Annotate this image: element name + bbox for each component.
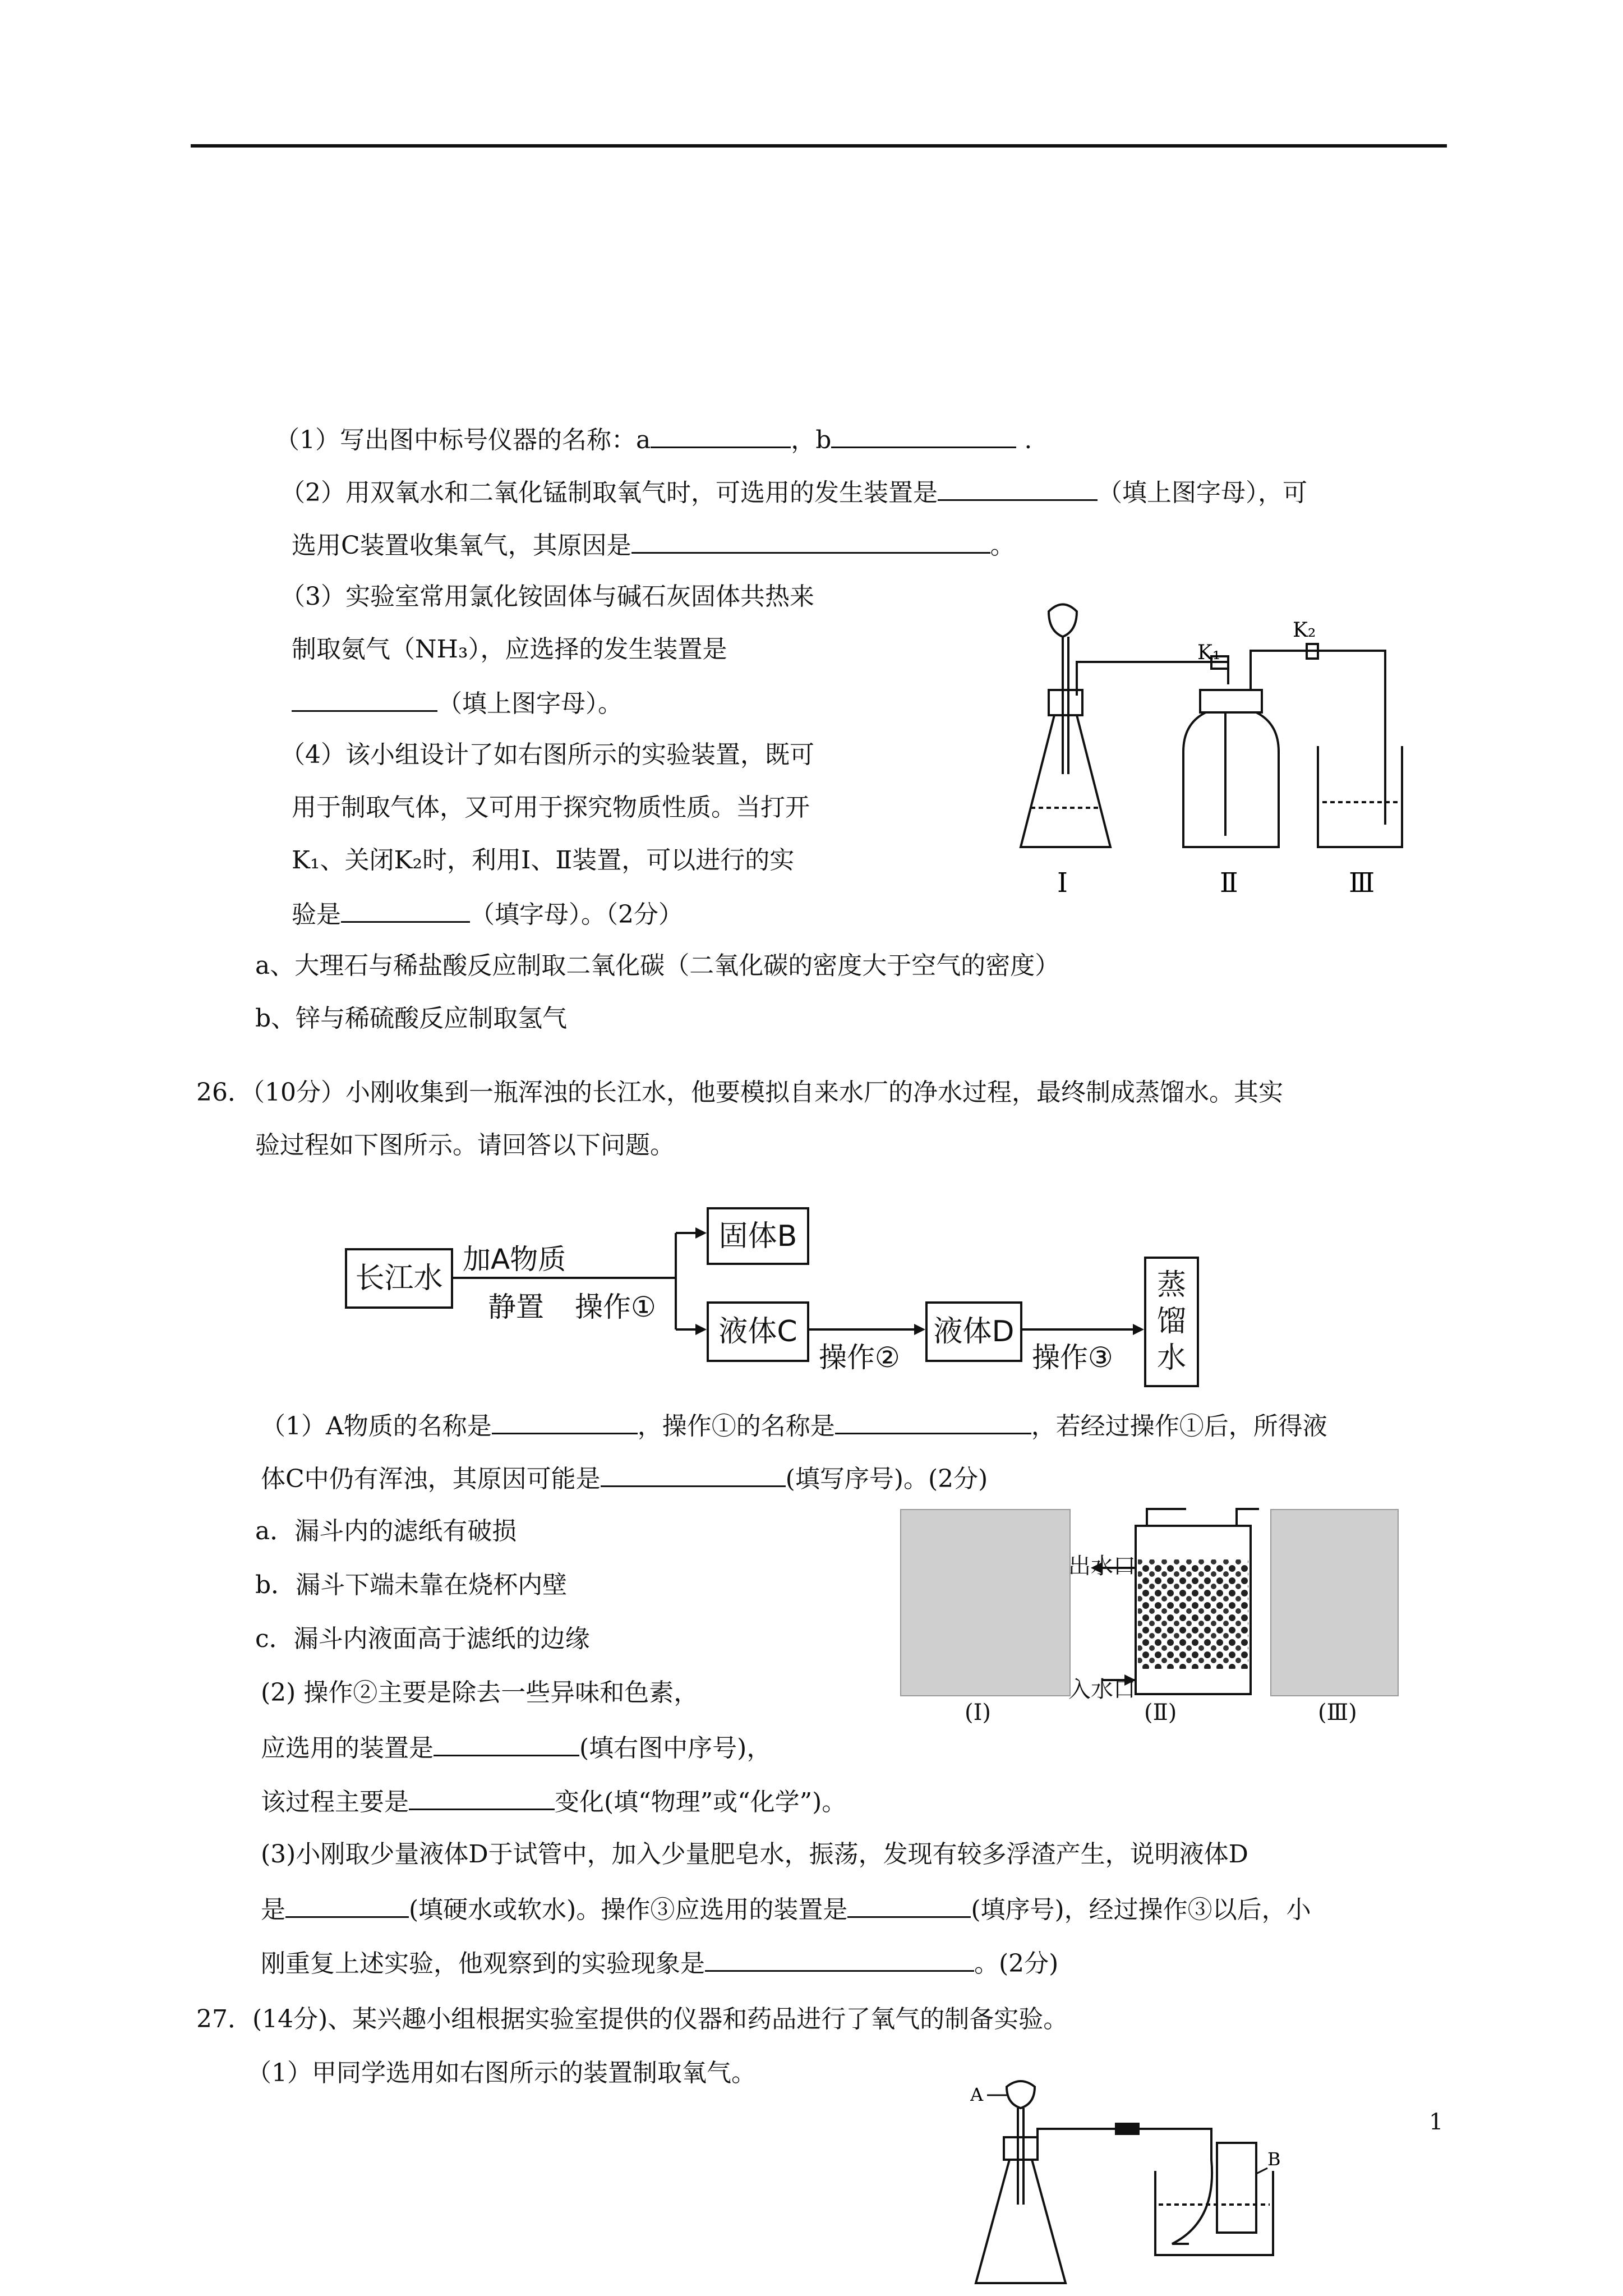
q26-option-b: b．漏斗下端未靠在烧杯内壁 [255, 1571, 568, 1599]
q26-caption-ii: (Ⅱ) [1144, 1700, 1177, 1726]
flow-label-op1: 操作① [575, 1291, 656, 1323]
header-rule [191, 144, 1447, 148]
q25-apparatus-figure [1015, 589, 1408, 903]
q26-part2-line2: 应选用的装置是 (填右图中序号)， [261, 1730, 771, 1765]
q26-part3-line3: 刚重复上述实验，他观察到的实验现象是 。(2分) [261, 1945, 1058, 1981]
q27-apparatus-figure [970, 2076, 1284, 2289]
q27-label-a: A [970, 2084, 984, 2105]
q25-part4-line4: 验是 （填字母）。（2分） [292, 896, 683, 932]
q25-part3-line2: 制取氨气（NH₃），应选择的发生装置是 [292, 635, 727, 664]
q26-part2-line3: 该过程主要是 变化(填“物理”或“化学”)。 [261, 1784, 846, 1819]
q26-part3-line2: 是 (填硬水或软水)。操作③应选用的装置是 (填序号)，经过操作③以后，小 [261, 1892, 1311, 1927]
flow-label-add-a: 加A物质 [463, 1243, 566, 1276]
q25-part3-line1: （3）实验室常用氯化铵固体与碱石灰固体共热来 [280, 582, 814, 611]
q26-part2-line1: (2) 操作②主要是除去一些异味和色素， [261, 1678, 699, 1707]
flow-box-yangtze-water: 长江水 [345, 1248, 453, 1309]
q26-part1-line2: 体C中仍有浑浊，其原因可能是 (填写序号)。(2分) [261, 1461, 988, 1496]
q26-intro-line2: 验过程如下图所示。请回答以下问题。 [255, 1131, 675, 1159]
q25-part3-line3: （填上图字母）。 [292, 685, 623, 721]
flow-box-liquid-c: 液体C [707, 1301, 809, 1362]
q26-option-c: c．漏斗内液面高于滤纸的边缘 [255, 1625, 590, 1653]
q26-photo-filtration [1270, 1509, 1399, 1696]
q27-intro: 27．(14分)、某兴趣小组根据实验室提供的仪器和药品进行了氧气的制备实验。 [196, 2005, 1068, 2033]
q27-part1: （1）甲同学选用如右图所示的装置制取氧气。 [247, 2059, 756, 2087]
q25-part4-line2: 用于制取气体，又可用于探究物质性质。当打开 [292, 793, 810, 822]
q25-part4-line1: （4）该小组设计了如右图所示的实验装置，既可 [280, 740, 814, 769]
q27-label-b: B [1267, 2148, 1281, 2170]
q25-label-i: Ⅰ [1057, 867, 1068, 899]
q26-photo-distillation [900, 1509, 1071, 1696]
q25-option-a: a、大理石与稀盐酸反应制取二氧化碳（二氧化碳的密度大于空气的密度） [255, 951, 1060, 980]
q26-part1-line1: （1）A物质的名称是 ，操作①的名称是 ，若经过操作①后，所得液 [261, 1408, 1327, 1443]
flow-box-distilled-water: 蒸 馏 水 [1144, 1257, 1199, 1387]
flow-label-still: 静置 [488, 1291, 544, 1323]
q25-label-iii: Ⅲ [1349, 867, 1375, 899]
q26-label-outlet: 出水口 [1068, 1553, 1136, 1579]
flow-label-op3: 操作③ [1032, 1341, 1113, 1374]
q25-part4-line3: K₁、关闭K₂时，利用Ⅰ、Ⅱ装置，可以进行的实 [292, 846, 795, 875]
q26-caption-iii: (Ⅲ) [1318, 1700, 1357, 1726]
q25-part2-line1: （2）用双氧水和二氧化锰制取氧气时，可选用的发生装置是 （填上图字母），可 [280, 475, 1307, 510]
q26-part3-line1: (3)小刚取少量液体D于试管中，加入少量肥皂水，振荡，发现有较多浮渣产生，说明液体D [261, 1840, 1248, 1869]
flow-box-liquid-d: 液体D [925, 1301, 1022, 1362]
q26-label-inlet: 入水口 [1068, 1677, 1136, 1703]
flow-label-op2: 操作② [819, 1341, 900, 1374]
q25-label-k1: K₁ [1197, 641, 1221, 664]
q26-flow-diagram [336, 1206, 1206, 1391]
q25-option-b: b、锌与稀硫酸反应制取氢气 [255, 1004, 568, 1033]
q25-label-k2: K₂ [1293, 619, 1316, 642]
flow-box-solid-b: 固体B [707, 1207, 809, 1265]
q26-option-a: a．漏斗内的滤纸有破损 [255, 1517, 517, 1545]
q26-intro-line1: 26．（10分）小刚收集到一瓶浑浊的长江水，他要模拟自来水厂的净水过程，最终制成蒸馏水。其实 [196, 1078, 1283, 1107]
q25-part1: （1）写出图中标号仪器的名称：a ，b . [275, 422, 1032, 457]
q26-caption-i: (Ⅰ) [965, 1700, 992, 1726]
q25-label-ii: Ⅱ [1220, 867, 1238, 899]
page-number: 1 [1429, 2109, 1444, 2135]
q25-part2-line2: 选用C装置收集氧气，其原因是 。 [292, 527, 1015, 563]
